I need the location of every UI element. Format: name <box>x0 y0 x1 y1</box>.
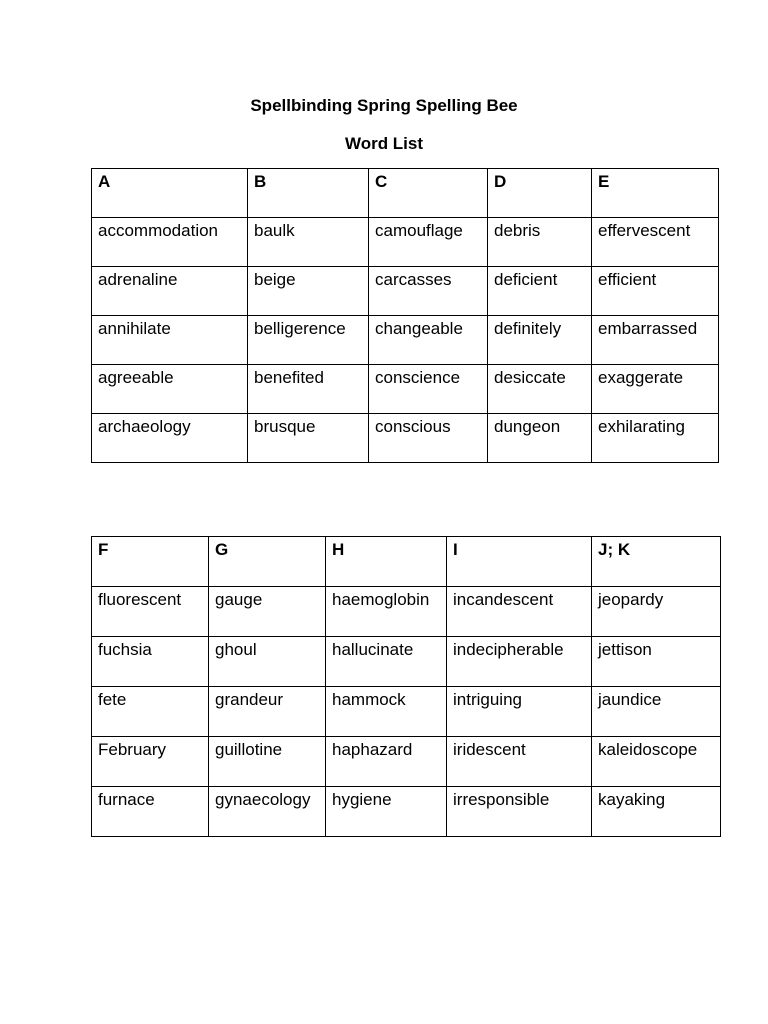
word-cell: embarrassed <box>592 316 719 365</box>
column-header: B <box>248 169 369 218</box>
word-cell: conscious <box>369 414 488 463</box>
column-header: D <box>488 169 592 218</box>
word-cell: annihilate <box>92 316 248 365</box>
table-row <box>92 316 719 365</box>
table-row <box>92 637 721 687</box>
word-cell: adrenaline <box>92 267 248 316</box>
table-row <box>92 267 719 316</box>
word-cell: incandescent <box>447 587 592 637</box>
column-header: I <box>447 537 592 587</box>
word-cell: gauge <box>209 587 326 637</box>
word-cell: hallucinate <box>326 637 447 687</box>
word-cell: exhilarating <box>592 414 719 463</box>
column-header: E <box>592 169 719 218</box>
word-cell: indecipherable <box>447 637 592 687</box>
word-cell: furnace <box>92 787 209 837</box>
table-row <box>92 218 719 267</box>
word-cell: dungeon <box>488 414 592 463</box>
word-cell: efficient <box>592 267 719 316</box>
word-cell: haemoglobin <box>326 587 447 637</box>
word-table-f-to-k <box>91 536 721 837</box>
table-row <box>92 414 719 463</box>
word-cell: brusque <box>248 414 369 463</box>
word-cell: benefited <box>248 365 369 414</box>
word-cell: deficient <box>488 267 592 316</box>
word-cell: intriguing <box>447 687 592 737</box>
column-header: J; K <box>592 537 721 587</box>
word-cell: exaggerate <box>592 365 719 414</box>
word-cell: fete <box>92 687 209 737</box>
document-title: Spellbinding Spring Spelling Bee <box>250 96 518 115</box>
word-cell: desiccate <box>488 365 592 414</box>
word-cell: kaleidoscope <box>592 737 721 787</box>
word-cell: debris <box>488 218 592 267</box>
word-table-a-to-e <box>91 168 719 463</box>
word-cell: irresponsible <box>447 787 592 837</box>
word-cell: conscience <box>369 365 488 414</box>
word-cell: ghoul <box>209 637 326 687</box>
word-cell: iridescent <box>447 737 592 787</box>
word-cell: February <box>92 737 209 787</box>
word-cell: gynaecology <box>209 787 326 837</box>
table-header-row <box>92 537 721 587</box>
document-subtitle: Word List <box>344 134 424 153</box>
word-cell: agreeable <box>92 365 248 414</box>
table-row <box>92 787 721 837</box>
column-header: G <box>209 537 326 587</box>
word-cell: fuchsia <box>92 637 209 687</box>
table-row <box>92 687 721 737</box>
word-cell: effervescent <box>592 218 719 267</box>
word-cell: hygiene <box>326 787 447 837</box>
column-header: F <box>92 537 209 587</box>
word-cell: changeable <box>369 316 488 365</box>
word-cell: jaundice <box>592 687 721 737</box>
word-cell: accommodation <box>92 218 248 267</box>
word-cell: guillotine <box>209 737 326 787</box>
word-cell: kayaking <box>592 787 721 837</box>
word-cell: belligerence <box>248 316 369 365</box>
table-row <box>92 587 721 637</box>
word-cell: haphazard <box>326 737 447 787</box>
word-cell: jeopardy <box>592 587 721 637</box>
word-cell: hammock <box>326 687 447 737</box>
word-cell: grandeur <box>209 687 326 737</box>
table-row <box>92 737 721 787</box>
word-cell: jettison <box>592 637 721 687</box>
word-cell: fluorescent <box>92 587 209 637</box>
word-cell: archaeology <box>92 414 248 463</box>
word-cell: definitely <box>488 316 592 365</box>
column-header: H <box>326 537 447 587</box>
word-cell: carcasses <box>369 267 488 316</box>
column-header: C <box>369 169 488 218</box>
table-row <box>92 365 719 414</box>
table-header-row <box>92 169 719 218</box>
word-cell: beige <box>248 267 369 316</box>
word-cell: baulk <box>248 218 369 267</box>
word-cell: camouflage <box>369 218 488 267</box>
column-header: A <box>92 169 248 218</box>
